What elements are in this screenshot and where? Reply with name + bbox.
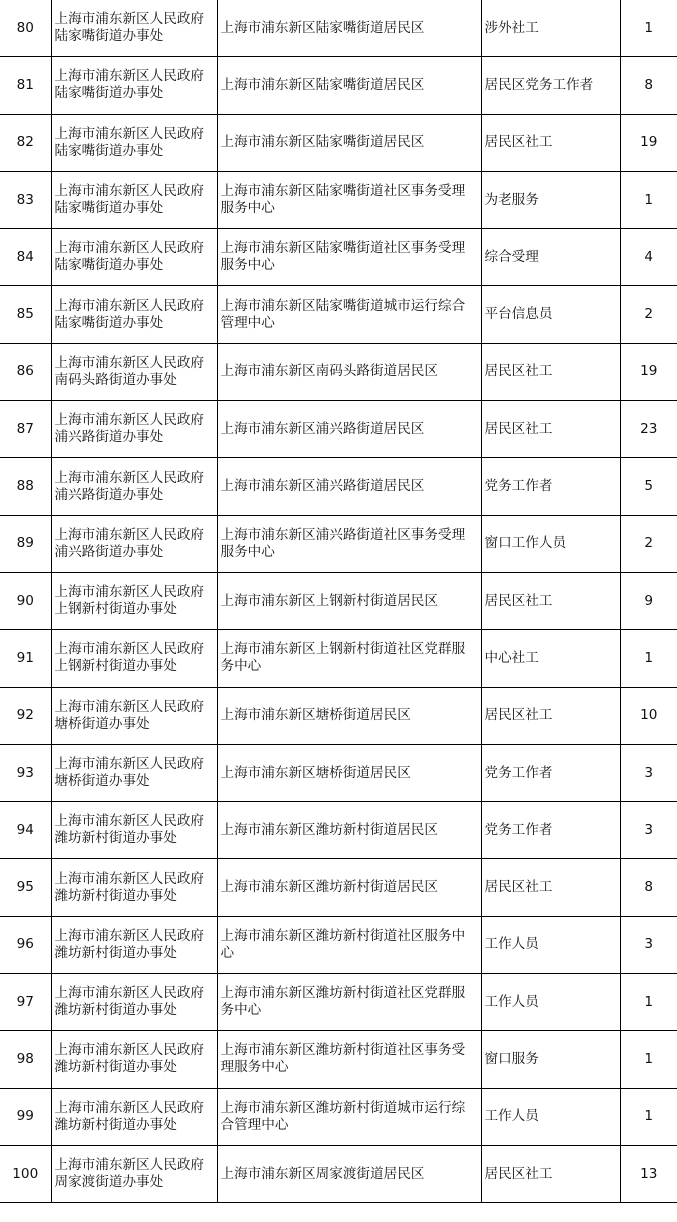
department-cell: 上海市浦东新区人民政府陆家嘴街道办事处	[51, 0, 217, 57]
table-row	[0, 744, 677, 801]
headcount-cell: 23	[620, 401, 677, 458]
row-number-cell: 81	[0, 57, 51, 114]
table-row	[0, 1088, 677, 1145]
unit-cell: 上海市浦东新区陆家嘴街道居民区	[217, 114, 481, 171]
position-cell: 工作人员	[481, 974, 620, 1031]
department-cell: 上海市浦东新区人民政府塘桥街道办事处	[51, 687, 217, 744]
position-cell: 党务工作者	[481, 458, 620, 515]
table-row	[0, 114, 677, 171]
row-number-cell: 87	[0, 401, 51, 458]
position-cell: 居民区社工	[481, 401, 620, 458]
headcount-cell: 1	[620, 974, 677, 1031]
department-cell: 上海市浦东新区人民政府陆家嘴街道办事处	[51, 57, 217, 114]
unit-cell: 上海市浦东新区陆家嘴街道城市运行综合管理中心	[217, 286, 481, 343]
table-row	[0, 572, 677, 629]
table-row	[0, 229, 677, 286]
position-cell: 党务工作者	[481, 802, 620, 859]
table-row	[0, 974, 677, 1031]
position-cell: 中心社工	[481, 630, 620, 687]
position-cell: 窗口工作人员	[481, 515, 620, 572]
department-cell: 上海市浦东新区人民政府潍坊新村街道办事处	[51, 974, 217, 1031]
unit-cell: 上海市浦东新区潍坊新村街道居民区	[217, 802, 481, 859]
department-cell: 上海市浦东新区人民政府潍坊新村街道办事处	[51, 916, 217, 973]
row-number-cell: 97	[0, 974, 51, 1031]
headcount-cell: 9	[620, 572, 677, 629]
headcount-cell: 13	[620, 1145, 677, 1202]
headcount-cell: 8	[620, 859, 677, 916]
headcount-cell: 3	[620, 916, 677, 973]
unit-cell: 上海市浦东新区潍坊新村街道城市运行综合管理中心	[217, 1088, 481, 1145]
row-number-cell: 89	[0, 515, 51, 572]
table-row	[0, 458, 677, 515]
unit-cell: 上海市浦东新区周家渡街道居民区	[217, 1145, 481, 1202]
position-cell: 居民区党务工作者	[481, 57, 620, 114]
position-cell: 平台信息员	[481, 286, 620, 343]
row-number-cell: 94	[0, 802, 51, 859]
unit-cell: 上海市浦东新区陆家嘴街道社区事务受理服务中心	[217, 171, 481, 228]
position-cell: 为老服务	[481, 171, 620, 228]
row-number-cell: 80	[0, 0, 51, 57]
table-row	[0, 57, 677, 114]
department-cell: 上海市浦东新区人民政府浦兴路街道办事处	[51, 458, 217, 515]
table-row	[0, 401, 677, 458]
unit-cell: 上海市浦东新区潍坊新村街道社区事务受理服务中心	[217, 1031, 481, 1088]
unit-cell: 上海市浦东新区浦兴路街道社区事务受理服务中心	[217, 515, 481, 572]
row-number-cell: 91	[0, 630, 51, 687]
position-cell: 涉外社工	[481, 0, 620, 57]
headcount-cell: 8	[620, 57, 677, 114]
table-row	[0, 1145, 677, 1202]
department-cell: 上海市浦东新区人民政府上钢新村街道办事处	[51, 572, 217, 629]
table-row	[0, 515, 677, 572]
unit-cell: 上海市浦东新区上钢新村街道居民区	[217, 572, 481, 629]
headcount-cell: 19	[620, 343, 677, 400]
row-number-cell: 86	[0, 343, 51, 400]
department-cell: 上海市浦东新区人民政府陆家嘴街道办事处	[51, 114, 217, 171]
row-number-cell: 90	[0, 572, 51, 629]
department-cell: 上海市浦东新区人民政府陆家嘴街道办事处	[51, 171, 217, 228]
unit-cell: 上海市浦东新区浦兴路街道居民区	[217, 401, 481, 458]
position-cell: 居民区社工	[481, 114, 620, 171]
unit-cell: 上海市浦东新区上钢新村街道社区党群服务中心	[217, 630, 481, 687]
position-cell: 工作人员	[481, 1088, 620, 1145]
unit-cell: 上海市浦东新区南码头路街道居民区	[217, 343, 481, 400]
headcount-cell: 1	[620, 171, 677, 228]
department-cell: 上海市浦东新区人民政府塘桥街道办事处	[51, 744, 217, 801]
table-row	[0, 286, 677, 343]
table-row	[0, 171, 677, 228]
position-cell: 居民区社工	[481, 572, 620, 629]
unit-cell: 上海市浦东新区潍坊新村街道社区党群服务中心	[217, 974, 481, 1031]
department-cell: 上海市浦东新区人民政府潍坊新村街道办事处	[51, 1088, 217, 1145]
unit-cell: 上海市浦东新区潍坊新村街道社区服务中心	[217, 916, 481, 973]
headcount-cell: 1	[620, 0, 677, 57]
headcount-cell: 5	[620, 458, 677, 515]
position-cell: 居民区社工	[481, 1145, 620, 1202]
position-cell: 居民区社工	[481, 859, 620, 916]
position-cell: 居民区社工	[481, 343, 620, 400]
row-number-cell: 100	[0, 1145, 51, 1202]
row-number-cell: 99	[0, 1088, 51, 1145]
department-cell: 上海市浦东新区人民政府陆家嘴街道办事处	[51, 286, 217, 343]
row-number-cell: 96	[0, 916, 51, 973]
unit-cell: 上海市浦东新区陆家嘴街道社区事务受理服务中心	[217, 229, 481, 286]
unit-cell: 上海市浦东新区塘桥街道居民区	[217, 687, 481, 744]
position-cell: 党务工作者	[481, 744, 620, 801]
headcount-cell: 1	[620, 1088, 677, 1145]
headcount-cell: 19	[620, 114, 677, 171]
unit-cell: 上海市浦东新区塘桥街道居民区	[217, 744, 481, 801]
row-number-cell: 92	[0, 687, 51, 744]
table-row	[0, 343, 677, 400]
department-cell: 上海市浦东新区人民政府浦兴路街道办事处	[51, 515, 217, 572]
table-row	[0, 687, 677, 744]
headcount-cell: 2	[620, 515, 677, 572]
position-cell: 居民区社工	[481, 687, 620, 744]
headcount-cell: 3	[620, 744, 677, 801]
unit-cell: 上海市浦东新区浦兴路街道居民区	[217, 458, 481, 515]
unit-cell: 上海市浦东新区陆家嘴街道居民区	[217, 57, 481, 114]
row-number-cell: 84	[0, 229, 51, 286]
unit-cell: 上海市浦东新区陆家嘴街道居民区	[217, 0, 481, 57]
table-row	[0, 630, 677, 687]
table-row	[0, 916, 677, 973]
row-number-cell: 83	[0, 171, 51, 228]
table-row	[0, 802, 677, 859]
table-row	[0, 859, 677, 916]
row-number-cell: 98	[0, 1031, 51, 1088]
table-row	[0, 0, 677, 57]
headcount-cell: 10	[620, 687, 677, 744]
row-number-cell: 88	[0, 458, 51, 515]
headcount-cell: 2	[620, 286, 677, 343]
position-cell: 综合受理	[481, 229, 620, 286]
unit-cell: 上海市浦东新区潍坊新村街道居民区	[217, 859, 481, 916]
department-cell: 上海市浦东新区人民政府潍坊新村街道办事处	[51, 1031, 217, 1088]
department-cell: 上海市浦东新区人民政府周家渡街道办事处	[51, 1145, 217, 1202]
position-cell: 窗口服务	[481, 1031, 620, 1088]
row-number-cell: 85	[0, 286, 51, 343]
headcount-cell: 1	[620, 1031, 677, 1088]
headcount-cell: 3	[620, 802, 677, 859]
department-cell: 上海市浦东新区人民政府上钢新村街道办事处	[51, 630, 217, 687]
headcount-cell: 4	[620, 229, 677, 286]
department-cell: 上海市浦东新区人民政府陆家嘴街道办事处	[51, 229, 217, 286]
row-number-cell: 95	[0, 859, 51, 916]
position-cell: 工作人员	[481, 916, 620, 973]
department-cell: 上海市浦东新区人民政府南码头路街道办事处	[51, 343, 217, 400]
table-row	[0, 1031, 677, 1088]
department-cell: 上海市浦东新区人民政府潍坊新村街道办事处	[51, 859, 217, 916]
row-number-cell: 82	[0, 114, 51, 171]
department-cell: 上海市浦东新区人民政府潍坊新村街道办事处	[51, 802, 217, 859]
headcount-cell: 1	[620, 630, 677, 687]
department-cell: 上海市浦东新区人民政府浦兴路街道办事处	[51, 401, 217, 458]
row-number-cell: 93	[0, 744, 51, 801]
